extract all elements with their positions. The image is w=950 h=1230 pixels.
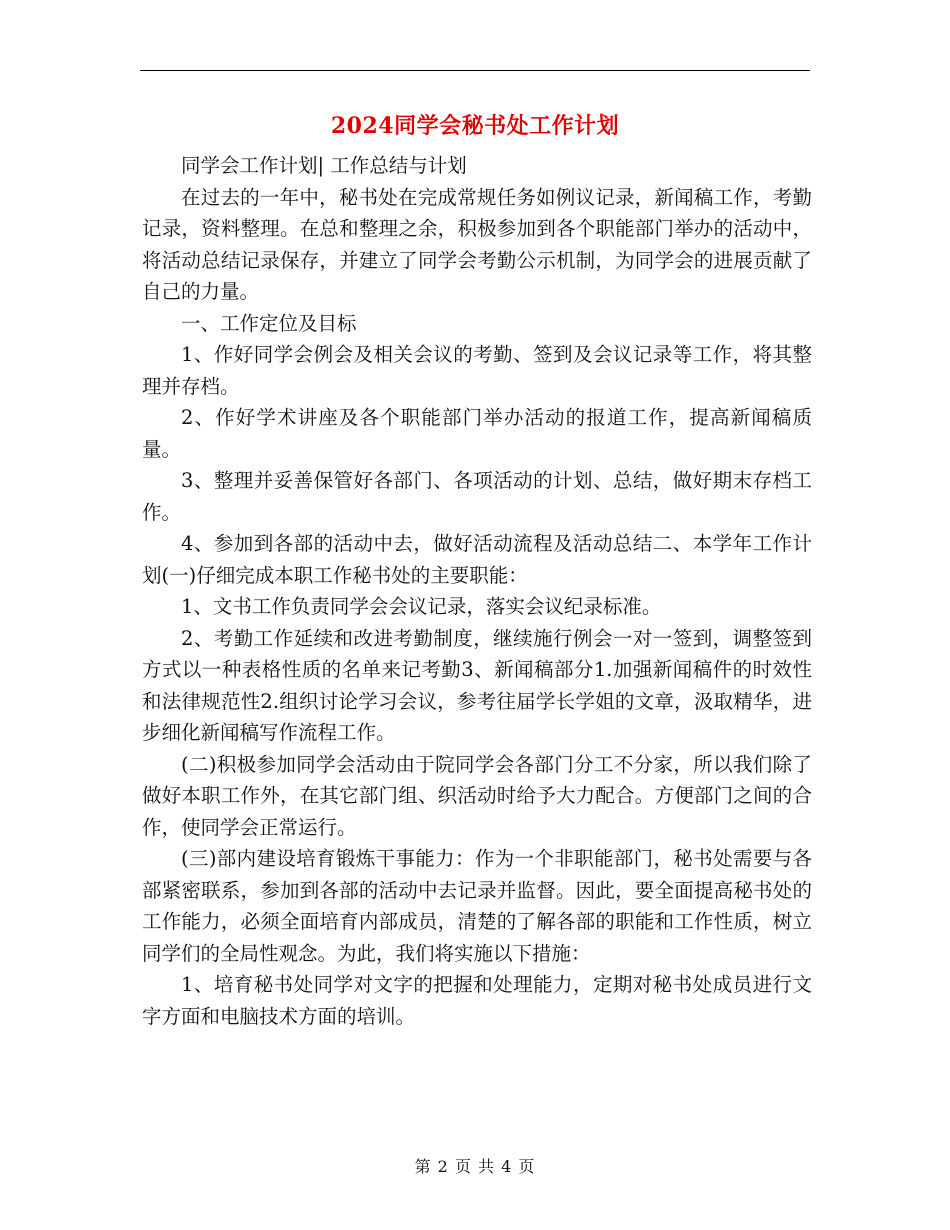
document-title: 2024同学会秘书处工作计划: [330, 113, 620, 139]
section-heading-positioning: 一、工作定位及目标: [181, 311, 357, 335]
header-rule: [140, 70, 810, 71]
document-body: [142, 150, 812, 1032]
paragraph-item: 2、作好学术讲座及各个职能部门举办活动的报道工作，提高新闻稿质量。: [142, 406, 812, 461]
paragraph-item: 1、作好同学会例会及相关会议的考勤、签到及会议记录等工作，将其整理并存档。: [142, 343, 812, 398]
paragraph-item: 1、培育秘书处同学对文字的把握和处理能力，定期对秘书处成员进行文字方面和电脑技术方面的培训。: [142, 973, 812, 1028]
page-number-footer: 第 2 页 共 4 页: [414, 1157, 536, 1176]
paragraph-item: 1、文书工作负责同学会会议记录，落实会议纪录标准。: [181, 595, 662, 618]
paragraph-subtitle: 同学会工作计划| 工作总结与计划: [181, 154, 467, 177]
paragraph-intro: 在过去的一年中，秘书处在完成常规任务如例议记录，新闻稿工作，考勤记录，资料整理。在总和整理之余，积极参加到各个职能部门举办的活动中，将活动总结记录保存，并建立了同学会考勤公示机制，为同学会的进展贡献了自己的力量。: [142, 185, 812, 303]
paragraph-item: 2、考勤工作延续和改进考勤制度，继续施行例会一对一签到，调整签到方式以一种表格性质的名单来记考勤3、新闻稿部分1.加强新闻稿件的时效性和法律规范性2.组织讨论学习会议，参考往届学长学姐的文章，汲取精华，进步细化新闻稿写作流程工作。: [142, 626, 812, 744]
paragraph-item: 3、整理并妥善保管好各部门、各项活动的计划、总结，做好期末存档工作。: [142, 469, 812, 524]
paragraph-section-three: (三)部内建设培育锻炼干事能力：作为一个非职能部门，秘书处需要与各部紧密联系，参加到各部的活动中去记录并监督。因此，要全面提高秘书处的工作能力，必须全面培育内部成员，清楚的了解各部的职能和工作性质，树立同学们的全局性观念。为此，我们将实施以下措施：: [142, 847, 812, 965]
paragraph-section-two: (二)积极参加同学会活动由于院同学会各部门分工不分家，所以我们除了做好本职工作外，在其它部门组、织活动时给予大力配合。方便部门之间的合作，使同学会正常运行。: [142, 752, 812, 839]
paragraph-item: 4、参加到各部的活动中去，做好活动流程及活动总结二、本学年工作计划(一)仔细完成本职工作秘书处的主要职能：: [142, 532, 812, 587]
